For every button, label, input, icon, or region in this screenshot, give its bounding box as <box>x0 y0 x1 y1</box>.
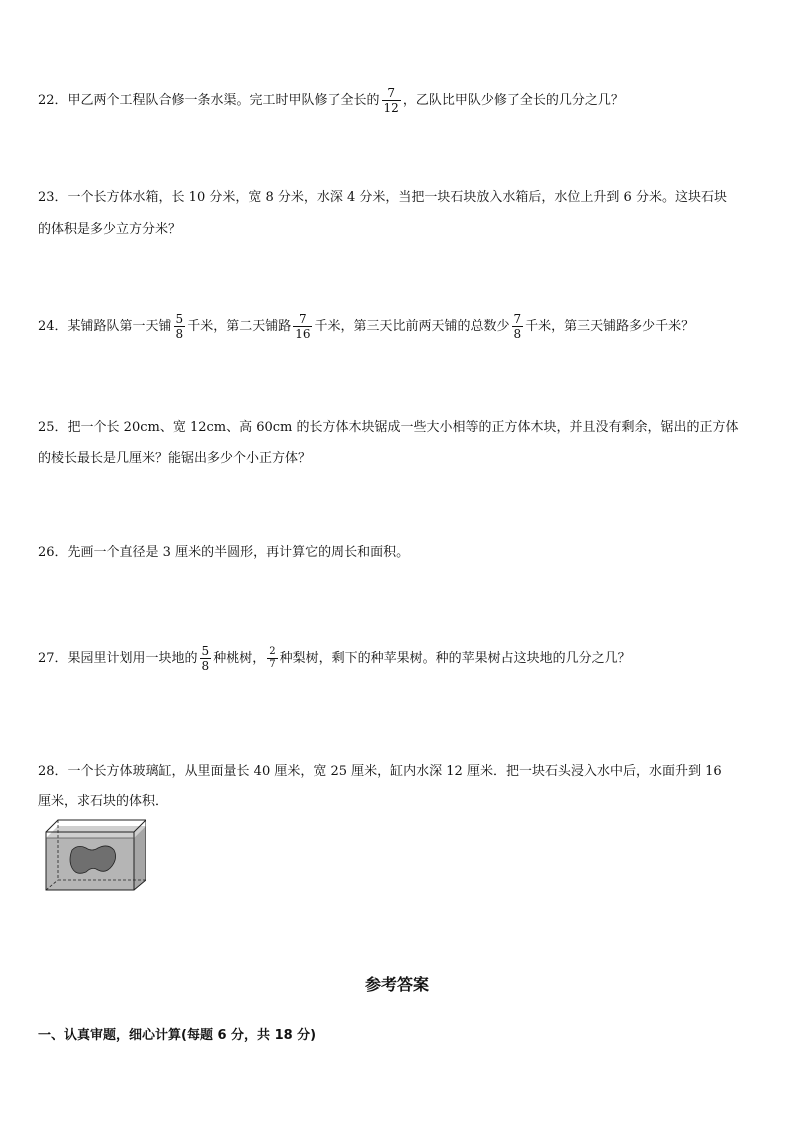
question-28-line-1: 28．一个长方体玻璃缸，从里面量长 40 厘米，宽 25 厘米，缸内水深 12 厘米．把一块石头浸入水中后，水面升到 16 <box>38 764 722 779</box>
q24-text-part-2: 千米，第二天铺路 <box>187 319 292 334</box>
q24-text-part-3: 千米，第三天比前两天铺的总数少 <box>314 319 510 334</box>
q27-fraction-2-numerator: 2 <box>269 646 276 657</box>
q22-text-suffix: ，乙队比甲队少修了全长的几分之几？ <box>402 93 624 108</box>
answers-title: 参考答案 <box>364 975 429 994</box>
question-24 <box>38 312 694 341</box>
q24-fraction-2 <box>293 312 312 341</box>
q22-fraction <box>382 86 401 115</box>
q27-fraction-1-denominator: 8 <box>201 659 210 673</box>
question-23-line-2: 的体积是多少立方分米？ <box>38 222 182 237</box>
question-25-line-1: 25．把一个长 20cm、宽 12cm、高 60cm 的长方体木块锯成一些大小相等的正方体木块，并且没有剩余，锯出的正方体 <box>38 420 739 435</box>
q27-fraction-1-numerator: 5 <box>201 644 210 658</box>
q27-text-part-3: 种梨树，剩下的种苹果树。种的苹果树占这块地的几分之几？ <box>279 651 631 666</box>
question-26: 26．先画一个直径是 3 厘米的半圆形，再计算它的周长和面积。 <box>38 545 410 560</box>
q27-fraction-1 <box>200 644 212 673</box>
q27-text-part-1: 27．果园里计划用一块地的 <box>38 651 198 666</box>
question-28-line-2: 厘米，求石块的体积． <box>38 794 169 809</box>
question-22 <box>38 86 624 115</box>
q24-text-part-4: 千米，第三天铺路多少千米？ <box>525 319 695 334</box>
q22-text-prefix: 22．甲乙两个工程队合修一条水渠。完工时甲队修了全长的 <box>38 93 380 108</box>
q22-fraction-denominator: 12 <box>383 101 399 115</box>
q27-text-part-2: 种桃树， <box>213 651 266 666</box>
answers-section-1-heading: 一、认真审题，细心计算(每题 6 分，共 18 分) <box>38 1028 317 1043</box>
q24-fraction-1 <box>174 312 186 341</box>
glass-tank-figure <box>44 818 146 894</box>
q24-fraction-3 <box>512 312 524 341</box>
q24-fraction-1-denominator: 8 <box>175 327 184 341</box>
question-23-line-1: 23．一个长方体水箱，长 10 分米，宽 8 分米，水深 4 分米，当把一块石块放入水箱后，水位上升到 6 分米。这块石块 <box>38 190 727 205</box>
question-25-line-2: 的棱长最长是几厘米？能锯出多少个小正方体？ <box>38 451 312 466</box>
q24-fraction-3-denominator: 8 <box>513 327 522 341</box>
q24-fraction-2-denominator: 16 <box>295 327 311 341</box>
q24-fraction-1-numerator: 5 <box>175 312 184 326</box>
q27-fraction-2 <box>267 646 277 671</box>
question-27 <box>38 644 631 673</box>
q22-fraction-numerator: 7 <box>387 86 395 100</box>
q24-text-part-1: 24．某铺路队第一天铺 <box>38 319 172 334</box>
q24-fraction-3-numerator: 7 <box>513 312 522 326</box>
q24-fraction-2-numerator: 7 <box>299 312 307 326</box>
q27-fraction-2-denominator: 7 <box>269 659 276 670</box>
